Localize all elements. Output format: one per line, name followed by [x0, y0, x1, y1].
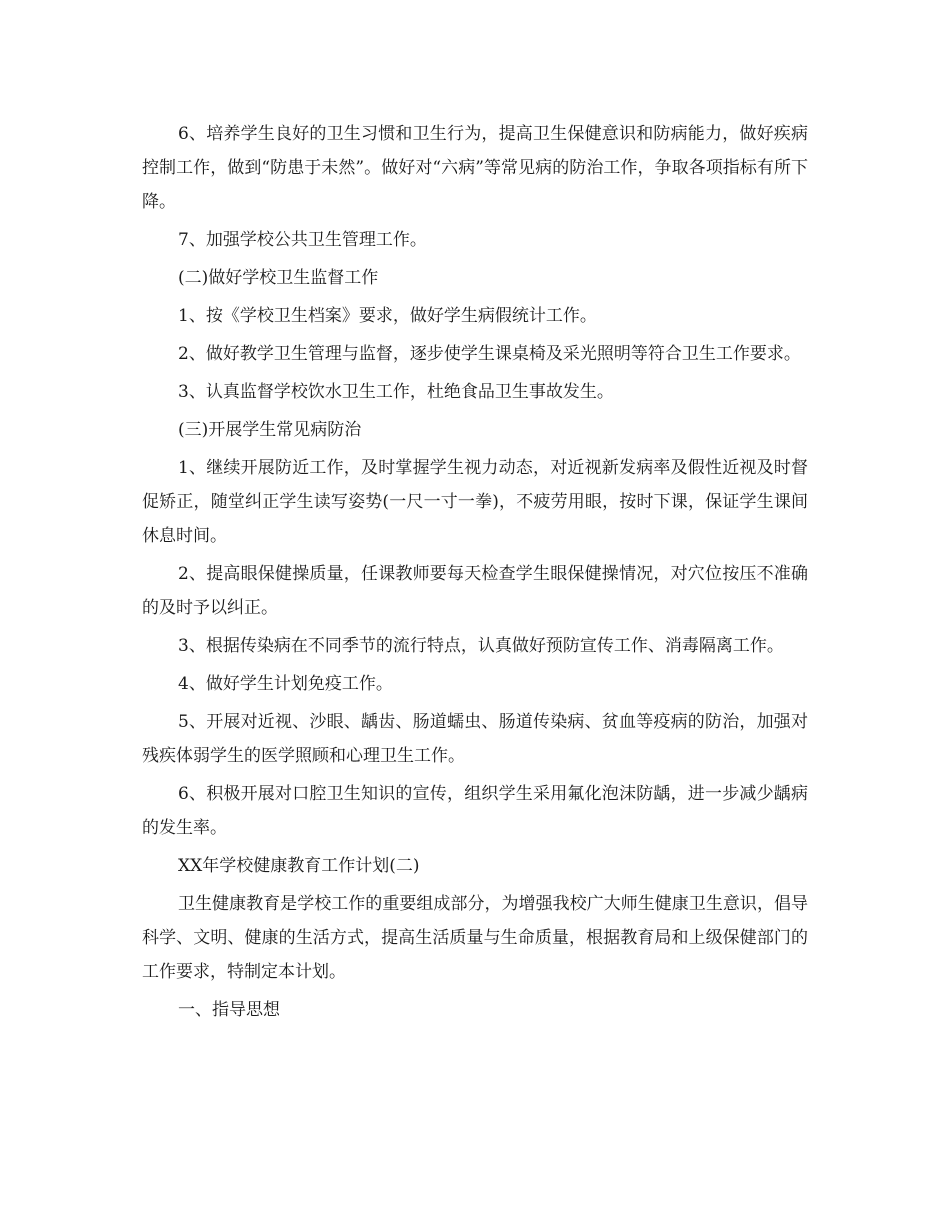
document-body — [142, 117, 808, 1031]
paragraph-item-5-common-diseases: 5、开展对近视、沙眼、龋齿、肠道蠕虫、肠道传染病、贫血等疫病的防治，加强对残疾体弱学生的医学照顾和心理卫生工作。 — [142, 712, 808, 766]
paragraph-item-2-eye-exercise: 2、提高眼保健操质量，任课教师要每天检查学生眼保健操情况，对穴位按压不准确的及时予以纠正。 — [142, 564, 808, 618]
paragraph-item-3-infectious: 3、根据传染病在不同季节的流行特点，认真做好预防宣传工作、消毒隔离工作。 — [178, 636, 784, 656]
plan-intro-paragraph: 卫生健康教育是学校工作的重要组成部分，为增强我校广大师生健康卫生意识，倡导科学、文明、健康的生活方式，提高生活质量与生命质量，根据教育局和上级保健部门的工作要求，特制定本计划。 — [142, 894, 808, 982]
paragraph-item-4-immunization: 4、做好学生计划免疫工作。 — [178, 674, 393, 694]
paragraph-item-7-public-health: 7、加强学校公共卫生管理工作。 — [178, 230, 427, 250]
paragraph-item-3-water-food: 3、认真监督学校饮水卫生工作，杜绝食品卫生事故发生。 — [178, 382, 614, 402]
paragraph-item-1-sick-leave: 1、按《学校卫生档案》要求，做好学生病假统计工作。 — [178, 306, 597, 326]
section-heading-guiding-ideology: 一、指导思想 — [178, 1000, 280, 1020]
section-heading-supervision: (二)做好学校卫生监督工作 — [178, 268, 379, 288]
paragraph-item-6-oral-health: 6、积极开展对口腔卫生知识的宣传，组织学生采用氟化泡沫防龋，进一步减少龋病的发生率。 — [142, 784, 808, 838]
section-heading-disease-prevention: (三)开展学生常见病防治 — [178, 420, 362, 440]
paragraph-item-1-myopia: 1、继续开展防近工作，及时掌握学生视力动态，对近视新发病率及假性近视及时督促矫正，随堂纠正学生读写姿势(一尺一寸一拳)，不疲劳用眼，按时下课，保证学生课间休息时间。 — [142, 458, 808, 546]
paragraph-item-6-habits: 6、培养学生良好的卫生习惯和卫生行为，提高卫生保健意识和防病能力，做好疾病控制工作，做到“防患于未然”。做好对“六病”等常见病的防治工作，争取各项指标有所下降。 — [142, 124, 808, 212]
paragraph-item-2-teaching-hygiene: 2、做好教学卫生管理与监督，逐步使学生课桌椅及采光照明等符合卫生工作要求。 — [178, 344, 801, 364]
plan-title: XX年学校健康教育工作计划(二) — [178, 856, 420, 876]
